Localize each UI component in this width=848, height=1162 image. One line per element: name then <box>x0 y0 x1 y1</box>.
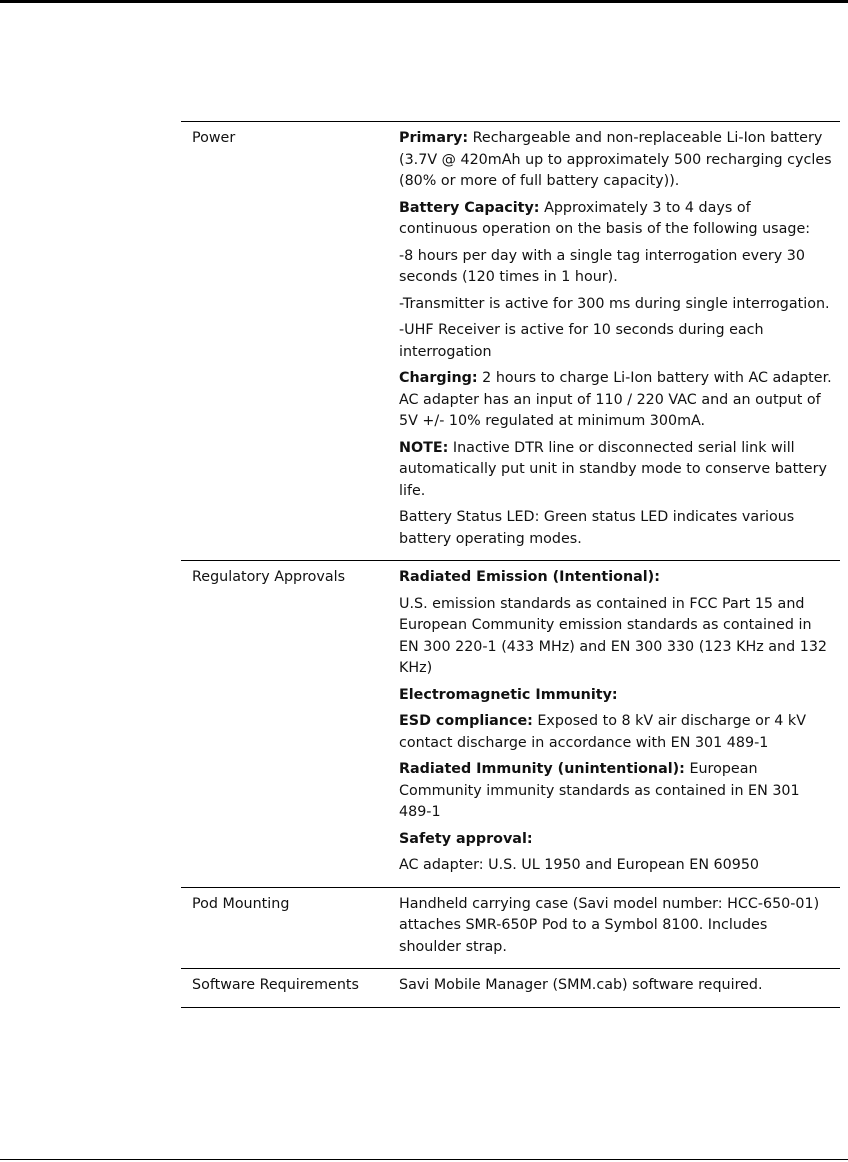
spec-value <box>399 969 840 1008</box>
specifications-table <box>181 121 840 1008</box>
spec-text: Inactive DTR line or disconnected serial link will automatically put unit in standby mode to conserve battery life. <box>399 439 827 499</box>
spec-value <box>399 887 840 969</box>
spec-text: 2 hours to charge Li-Ion battery with AC adapter. AC adapter has an input of 110 / 220 VAC and an output of 5V +/- 10% regulated at minimum 300mA. <box>399 370 832 429</box>
spec-text: -8 hours per day with a single tag interrogation every 30 seconds (120 times in 1 hour). <box>399 247 805 285</box>
spec-term: Battery Capacity: <box>399 199 540 216</box>
spec-text: Savi Mobile Manager (SMM.cab) software required. <box>399 977 763 993</box>
spec-text: -UHF Receiver is active for 10 seconds during each interrogation <box>399 322 764 360</box>
spec-term: Radiated Emission (Intentional): <box>399 569 660 585</box>
spec-text: AC adapter: U.S. UL 1950 and European EN 60950 <box>399 857 760 873</box>
spec-text: Exposed to 8 kV air discharge or 4 kV contact discharge in accordance with EN 301 489-1 <box>399 713 806 751</box>
spec-paragraph <box>399 711 832 754</box>
spec-text: Handheld carrying case (Savi model number: HCC-650-01) attaches SMR-650P Pod to a Symbol 8100. Includes shoulder strap. <box>399 895 820 955</box>
spec-value <box>399 122 840 561</box>
spec-paragraph <box>399 894 832 959</box>
spec-text: Approximately 3 to 4 days of continuous operation on the basis of the following usage: <box>399 199 811 237</box>
spec-label: Power <box>192 130 236 146</box>
spec-paragraph <box>399 246 832 289</box>
spec-paragraph <box>399 507 832 550</box>
spec-term: Charging: <box>399 370 478 386</box>
spec-text: Battery Status LED: Green status LED indicates various battery operating modes. <box>399 509 795 547</box>
spec-paragraph <box>399 685 832 707</box>
spec-label: Pod Mounting <box>192 895 290 912</box>
spec-text: U.S. emission standards as contained in FCC Part 15 and European Community emission standards as contained in EN 300 220-1 (433 MHz) and EN 300 330 (123 KHz and 132 KHz) <box>399 595 828 676</box>
page-top-rule <box>0 0 848 3</box>
spec-term: Primary: <box>399 130 469 146</box>
spec-paragraph <box>399 368 832 433</box>
spec-term: ESD compliance: <box>399 713 533 729</box>
spec-paragraph <box>399 567 832 589</box>
spec-term: Electromagnetic Immunity: <box>399 686 618 703</box>
spec-text: European Community immunity standards as contained in EN 301 489-1 <box>399 761 800 820</box>
spec-term: Safety approval: <box>399 830 533 847</box>
spec-paragraph <box>399 975 832 997</box>
spec-row <box>181 122 840 561</box>
spec-label: Software Requirements <box>192 977 359 993</box>
spec-term: NOTE: <box>399 439 449 456</box>
spec-paragraph <box>399 198 832 241</box>
spec-paragraph <box>399 128 832 193</box>
spec-row <box>181 969 840 1008</box>
spec-value <box>399 561 840 888</box>
spec-label: Regulatory Approvals <box>192 569 346 585</box>
spec-paragraph <box>399 829 832 851</box>
spec-paragraph <box>399 294 832 316</box>
spec-row <box>181 561 840 888</box>
spec-row <box>181 887 840 969</box>
spec-text: Rechargeable and non-replaceable Li-Ion battery (3.7V @ 420mAh up to approximately 500 recharging cycles (80% or more of full battery capacity)). <box>399 130 832 189</box>
spec-term: Radiated Immunity (unintentional): <box>399 761 685 777</box>
spec-paragraph <box>399 320 832 363</box>
page-bottom-rule <box>0 1159 848 1160</box>
spec-text: -Transmitter is active for 300 ms during single interrogation. <box>399 295 830 312</box>
spec-paragraph <box>399 438 832 503</box>
spec-paragraph <box>399 594 832 680</box>
spec-paragraph <box>399 759 832 824</box>
spec-paragraph <box>399 855 832 877</box>
